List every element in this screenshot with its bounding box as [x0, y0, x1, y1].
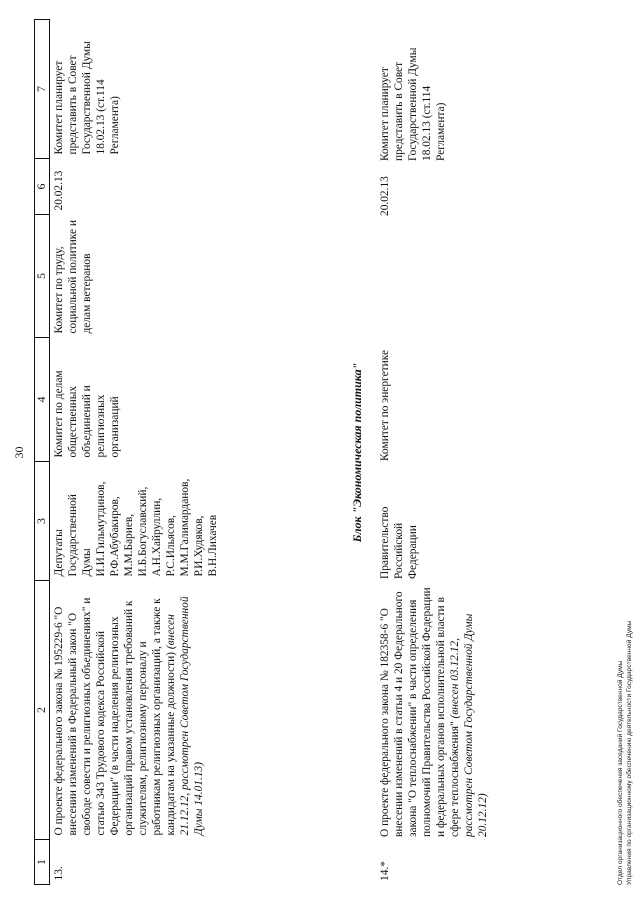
column-header: 5 [35, 215, 50, 338]
table-header-row [35, 20, 50, 885]
column-header: 4 [35, 338, 50, 462]
bill-description [378, 583, 490, 841]
responsible-committee: Комитет по энергетике [379, 349, 391, 461]
page-number: 30 [12, 446, 26, 459]
responsible-committee: Комитет по делам общественных объединений и религиозных организаций [53, 370, 121, 458]
column-header: 3 [35, 462, 50, 581]
bill-author: Депутаты Государственной Думы И.И.Гильмутдинов, Р.Ф.Абубакиров, М.М.Бариев, И.Б.Богуславский, А.Н.Хайруллин, Р.С.Ильясов, М.М.Галимарданов, Р.И.Худяков, В.Н.Лихачев [53, 478, 219, 577]
bill-description [50, 581, 221, 840]
bill-author: Правительство Российской Федерации [379, 506, 419, 579]
bill-note: (внесен 03.12.12, рассмотрен Советом Государственной Думы 20.12.12) [449, 613, 489, 837]
bill-title: О проекте федерального закона № 195229-6 "О внесении изменений в Федеральный закон "О свободе совести и религиозных объединениях" и статью 343 Трудового кодекса Российской Федерации" (в части наделения религиозных организаций правом установления требований к служителям, религиозному персоналу и работникам религиозных организаций, а также к кандидатам на указанные должности) [53, 597, 177, 836]
column-header: 1 [35, 840, 50, 885]
row-number: 14.* [379, 861, 391, 881]
table-row [50, 20, 221, 885]
agenda-table-economic [378, 27, 490, 885]
section-title: Блок "Экономическая политика" [350, 362, 364, 543]
bill-note: (внесен 21.12.12, рассмотрен Советом Государственной Думы 14.01.13) [165, 596, 205, 836]
column-header: 6 [35, 159, 50, 215]
row-number: 13. [53, 866, 65, 881]
plan-note: Комитет планирует представить в Совет Государственной Думы 18.02.13 (ст.114 Регламента) [379, 47, 447, 161]
page-footer [617, 621, 634, 885]
column-header: 2 [35, 581, 50, 840]
column-header: 7 [35, 20, 50, 159]
co-committee: Комитет по труду, социальной политике и делам ветеранов [53, 220, 93, 334]
bill-title: О проекте федерального закона № 182358-6 "О внесении изменений в статьи 4 и 20 Федерального закона "О теплоснабжении" в части определения полномочий Правительства Российской Федерации и федеральных органов исполнительной власти в сфере теплоснабжения" [379, 587, 461, 837]
footer-line: Управления по организационному обеспечению деятельности Государственной Думы [625, 620, 633, 885]
plan-note: Комитет планирует представить в Совет Государственной Думы 18.02.13 (ст.114 Регламента) [53, 41, 121, 155]
footer-line: Отдел организационного обеспечения заседаний Государственной Думы [617, 660, 624, 885]
co-committee [378, 220, 490, 342]
table-row [378, 27, 490, 885]
agenda-table [34, 19, 220, 885]
review-date: 20.02.13 [379, 176, 391, 216]
review-date: 20.02.13 [53, 170, 65, 211]
